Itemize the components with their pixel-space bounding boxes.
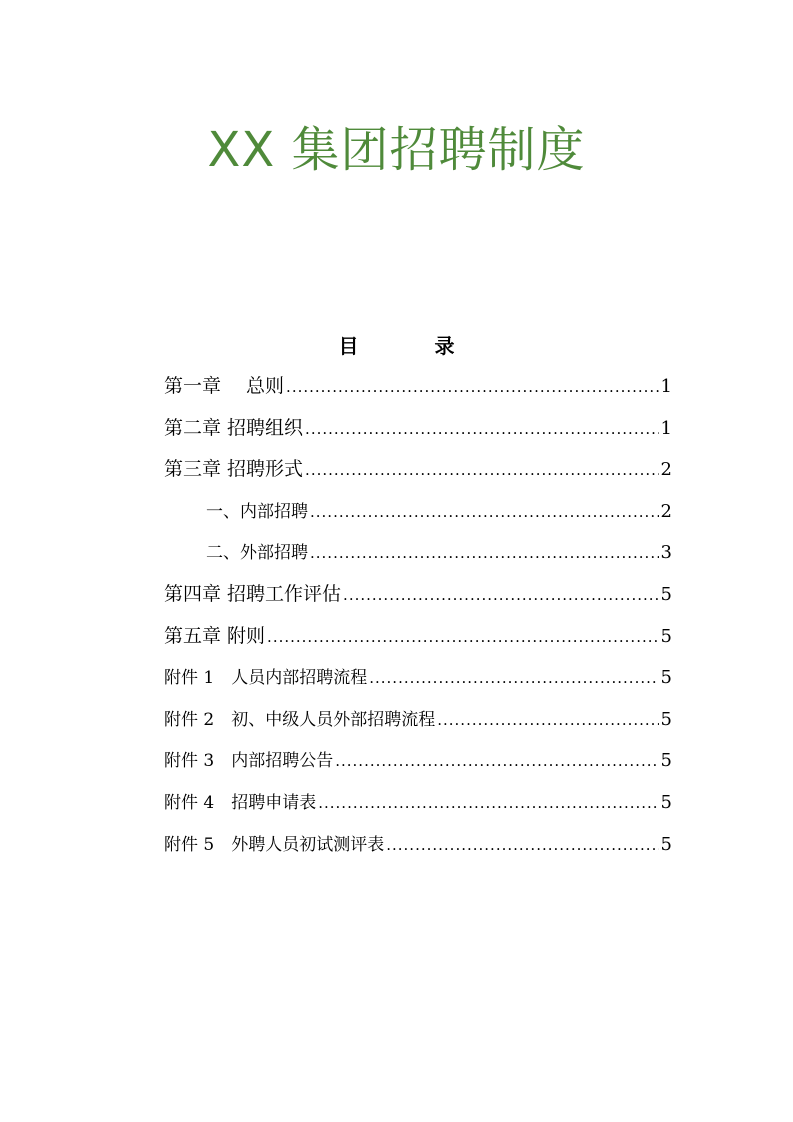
dot-leader: [335, 741, 658, 783]
toc-entry-chapter-4[interactable]: [164, 574, 672, 616]
toc-entry-page: 2: [660, 459, 672, 481]
toc-entry-section-external[interactable]: [164, 532, 672, 574]
toc-entry-page: 5: [660, 833, 672, 855]
toc-entry-label: 二、外部招聘: [206, 543, 308, 564]
toc-entry-chapter-1[interactable]: [164, 366, 672, 408]
toc-entry-label: 第三章 招聘形式: [164, 458, 304, 481]
toc-entry-label: 附件 4 招聘申请表: [164, 792, 317, 813]
toc-heading: 目 录: [338, 334, 483, 358]
toc-entry-page: 1: [660, 417, 672, 439]
toc-entry-label: 第二章 招聘组织: [164, 416, 304, 439]
toc-entry-chapter-2[interactable]: [164, 408, 672, 450]
toc-entry-appendix-3[interactable]: [164, 740, 672, 782]
dot-leader: [286, 367, 659, 409]
toc-entry-appendix-5[interactable]: [164, 824, 672, 866]
dot-leader: [267, 617, 659, 659]
toc-entry-chapter-3[interactable]: [164, 449, 672, 491]
dot-leader: [386, 825, 658, 867]
toc-entry-page: 5: [660, 750, 672, 772]
document-title: XX 集团招聘制度: [207, 122, 586, 178]
toc-entry-appendix-2[interactable]: [164, 699, 672, 741]
toc-entry-page: 5: [660, 791, 672, 813]
toc-entry-label: 第五章 附则: [164, 624, 266, 647]
toc-entry-section-internal[interactable]: [164, 491, 672, 533]
toc-entry-label: 第一章 总则: [164, 375, 285, 397]
dot-leader: [369, 658, 658, 700]
toc-entry-page: 5: [660, 708, 672, 730]
toc-entry-label: 一、内部招聘: [206, 501, 308, 522]
toc-entry-label: 附件 1 人员内部招聘流程: [164, 668, 368, 689]
toc-entry-appendix-1[interactable]: [164, 657, 672, 699]
dot-leader: [343, 575, 659, 617]
toc-entry-label: 附件 5 外聘人员初试测评表: [164, 834, 385, 855]
toc-entry-label: 第四章 招聘工作评估: [164, 582, 342, 605]
table-of-contents: [164, 366, 672, 865]
dot-leader: [437, 700, 658, 742]
toc-entry-appendix-4[interactable]: [164, 782, 672, 824]
toc-entry-label: 附件 3 内部招聘公告: [164, 751, 334, 772]
toc-entry-label: 附件 2 初、中级人员外部招聘流程: [164, 709, 436, 730]
toc-entry-page: 2: [660, 500, 672, 522]
dot-leader: [310, 533, 659, 575]
dot-leader: [318, 783, 658, 825]
toc-entry-page: 1: [660, 376, 672, 397]
dot-leader: [305, 450, 659, 492]
toc-entry-page: 3: [660, 542, 672, 564]
toc-entry-page: 5: [660, 583, 672, 605]
dot-leader: [310, 492, 659, 534]
toc-entry-page: 5: [660, 667, 672, 689]
toc-entry-chapter-5[interactable]: [164, 616, 672, 658]
dot-leader: [305, 409, 659, 451]
toc-entry-page: 5: [660, 625, 672, 647]
